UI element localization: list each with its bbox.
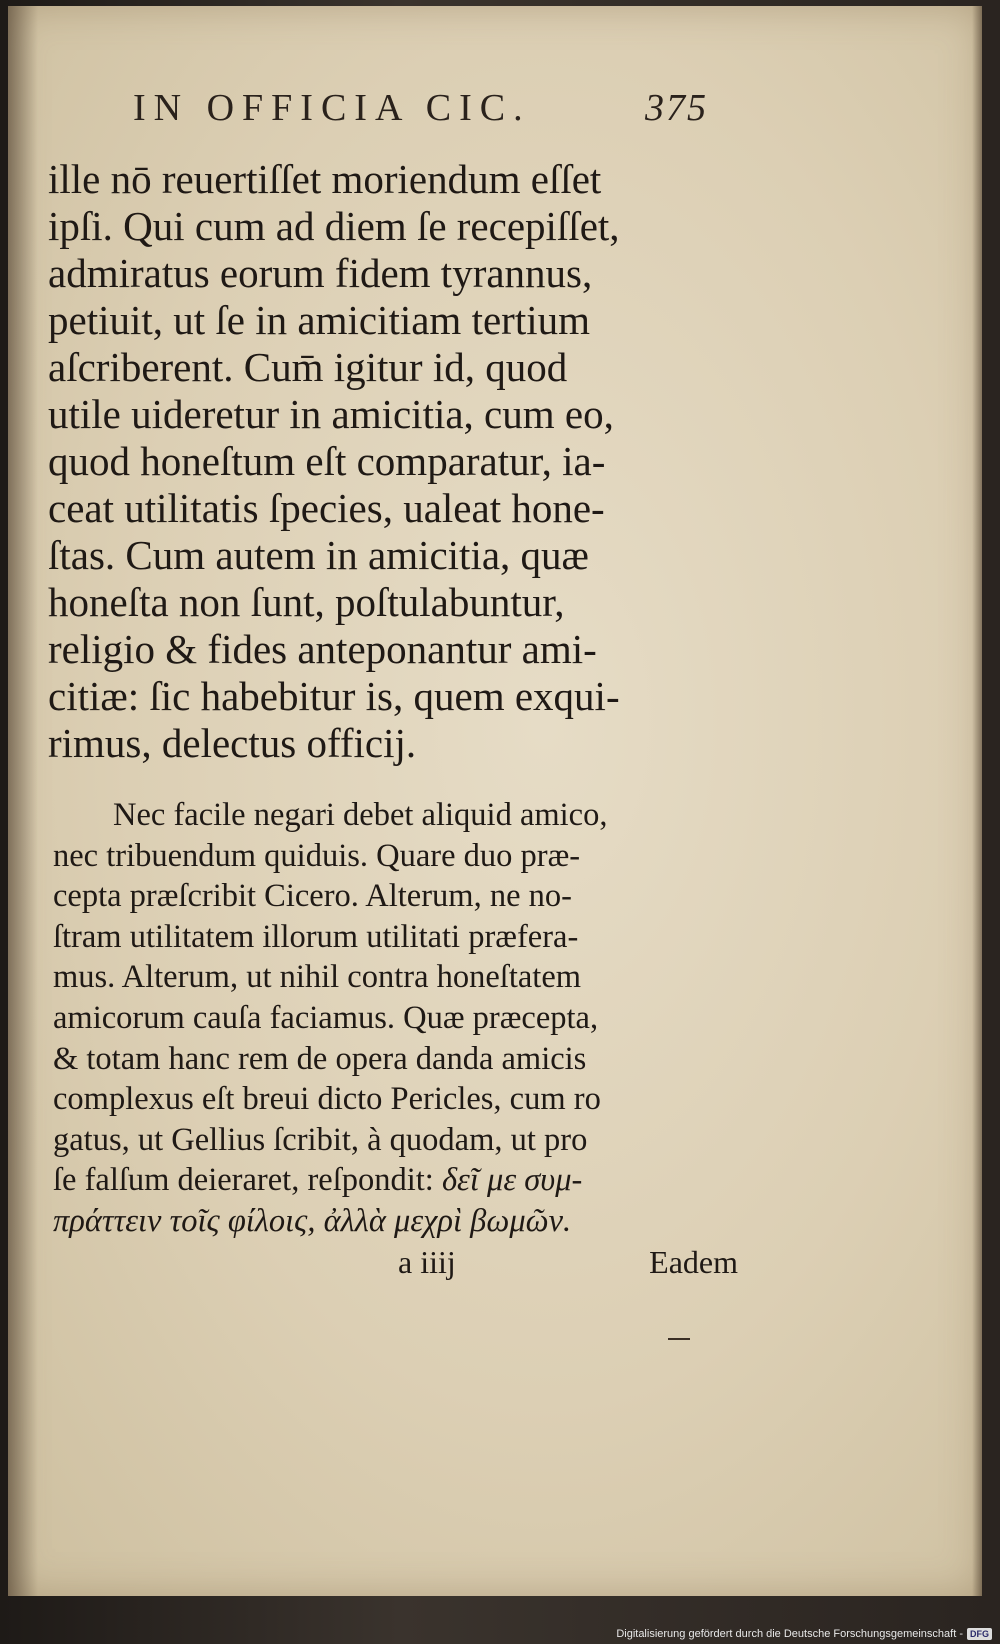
credit-text: Digitalisierung gefördert durch die Deutsche Forschungsgemeinschaft - bbox=[616, 1628, 963, 1640]
text-line: mus. Alterum, ut nihil contra honeſtatem bbox=[53, 959, 582, 996]
running-head bbox=[48, 86, 708, 156]
paragraph-commentary bbox=[48, 795, 738, 1284]
text-line: admiratus eorum fidem tyrannus, bbox=[48, 250, 593, 296]
text-line: amicorum cauſa faciamus. Quæ præcepta, bbox=[53, 999, 599, 1036]
text-line: ille nō reuertiſſet moriendum eſſet bbox=[48, 156, 602, 202]
greek-quote-line: πράττειν τοῖς φίλοις, ἀλλὰ μεχρὶ βωμῶν. bbox=[53, 1202, 572, 1239]
greek-quote-start: δεῖ με συμ- bbox=[441, 1162, 583, 1199]
text-line: ſtram utilitatem illorum utilitati præfera- bbox=[53, 918, 579, 955]
text-line: ceat utilitatis ſpecies, ualeat hone- bbox=[48, 485, 605, 531]
text-line: rimus, delectus officij. bbox=[48, 720, 417, 766]
text-line: gatus, ut Gellius ſcribit, à quodam, ut pro bbox=[53, 1121, 588, 1158]
text-line: complexus eſt breui dicto Pericles, cum ro bbox=[53, 1081, 601, 1118]
text-line: petiuit, ut ſe in amicitiam tertium bbox=[48, 297, 590, 343]
catchword: Eadem bbox=[649, 1243, 738, 1280]
text-line: citiæ: ſic habebitur is, quem exqui- bbox=[48, 673, 620, 719]
ink-mark bbox=[668, 1338, 690, 1340]
text-line: utile uideretur in amicitia, cum eo, bbox=[48, 391, 614, 437]
book-page bbox=[8, 6, 982, 1596]
text-line: & totam hanc rem de opera danda amicis bbox=[53, 1040, 587, 1077]
signature-mark: a iiij bbox=[398, 1243, 456, 1280]
text-line: honeſta non ſunt, poſtulabuntur, bbox=[48, 579, 565, 625]
text-line-latin: ſe falſum deieraret, reſpondit: bbox=[53, 1162, 434, 1199]
dfg-logo: DFG bbox=[967, 1628, 992, 1640]
text-line: Nec facile negari debet aliquid amico, bbox=[113, 797, 608, 833]
paragraph-main bbox=[48, 156, 708, 767]
text-line: ipſi. Qui cum ad diem ſe recepiſſet, bbox=[48, 203, 620, 249]
text-line: cepta præſcribit Cicero. Alterum, ne no- bbox=[53, 878, 572, 915]
text-line: quod honeſtum eſt comparatur, ia- bbox=[48, 438, 606, 484]
text-line: religio & fides anteponantur ami- bbox=[48, 626, 597, 672]
running-head-title: IN OFFICIA CIC. bbox=[133, 87, 531, 129]
text-block bbox=[48, 86, 738, 1284]
text-line: nec tribuendum quiduis. Quare duo præ- bbox=[53, 837, 581, 874]
page-footer bbox=[53, 1242, 738, 1284]
digitization-credit bbox=[616, 1628, 992, 1640]
text-line bbox=[53, 1160, 708, 1201]
text-line: ſtas. Cum autem in amicitia, quæ bbox=[48, 532, 589, 578]
page-number: 375 bbox=[645, 87, 708, 129]
text-line: aſcriberent. Cum̄ igitur id, quod bbox=[48, 344, 568, 390]
